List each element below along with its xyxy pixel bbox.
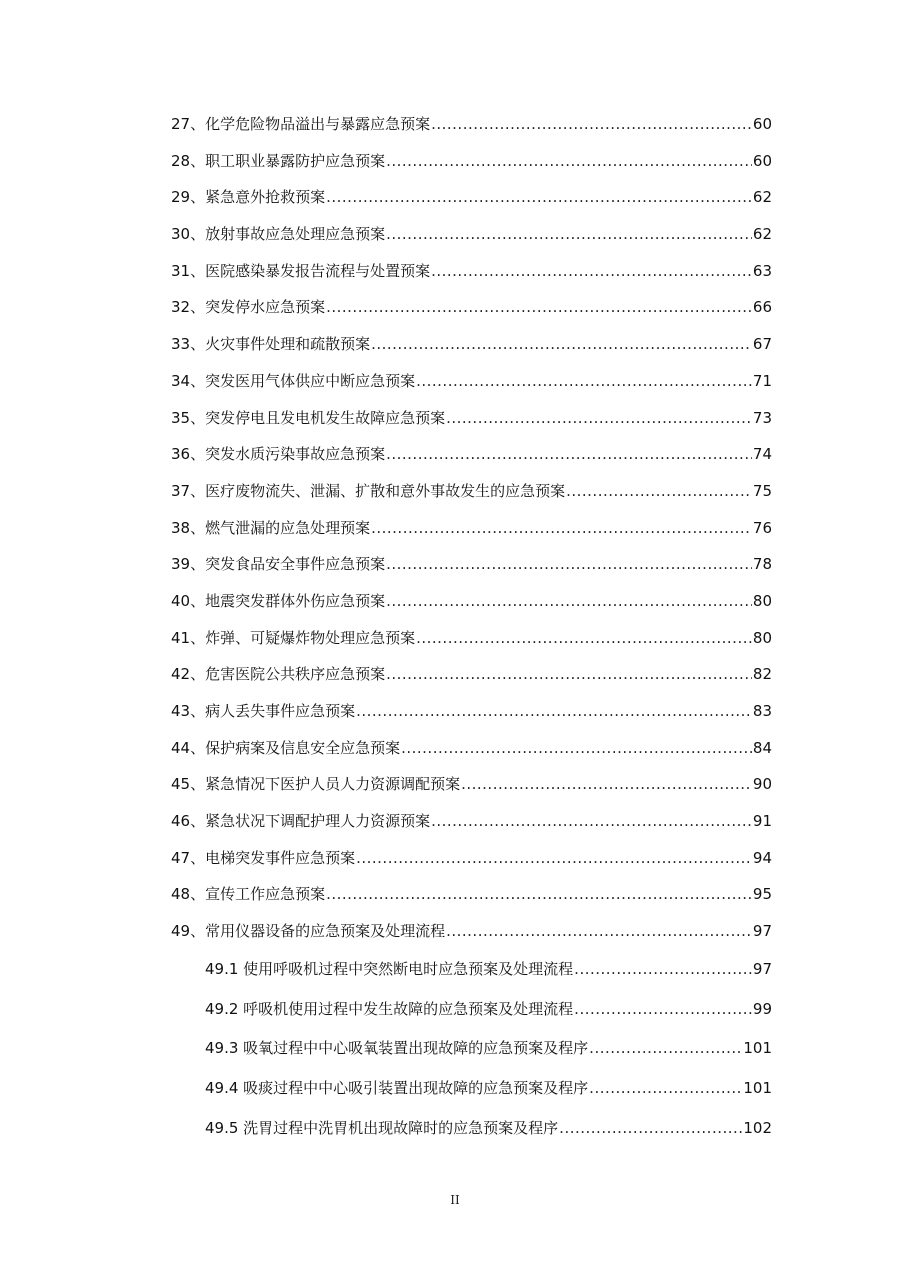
dot-leader [386, 656, 752, 693]
toc-page-number: 67 [752, 335, 772, 354]
dot-leader [356, 840, 752, 877]
dot-leader [431, 106, 752, 143]
toc-entry-title: 49、常用仪器设备的应急预案及处理流程 [171, 922, 446, 941]
toc-page-number: 101 [743, 1079, 772, 1098]
toc-page-number: 75 [752, 481, 772, 500]
dot-leader [461, 766, 752, 803]
toc-entry-title: 43、病人丢失事件应急预案 [171, 702, 356, 720]
dot-leader [416, 620, 752, 657]
toc-entry-title: 39、突发食品安全事件应急预案 [171, 555, 386, 574]
toc-page-number: 91 [752, 812, 772, 831]
dot-leader [356, 693, 752, 730]
toc-page-number: 83 [752, 702, 772, 720]
dot-leader [446, 400, 752, 437]
toc-page-number: 90 [752, 775, 772, 794]
toc-entry-title: 46、紧急状况下调配护理人力资源预案 [171, 812, 431, 831]
toc-page-number: 94 [752, 848, 772, 867]
toc-sub-entry[interactable] [205, 990, 772, 1030]
toc-page-number: 82 [752, 665, 772, 684]
table-of-contents [0, 106, 910, 1149]
dot-leader [431, 803, 752, 840]
toc-sub-entry[interactable] [205, 1069, 772, 1109]
dot-leader [559, 1109, 742, 1149]
toc-entry-title: 44、保护病案及信息安全应急预案 [171, 738, 401, 757]
toc-entry[interactable] [171, 620, 772, 657]
toc-entry[interactable] [171, 803, 772, 840]
page-number-footer: II [450, 1193, 460, 1207]
toc-entry-title: 34、突发医用气体供应中断应急预案 [171, 371, 416, 390]
toc-sub-entry[interactable] [205, 950, 772, 990]
dot-leader [326, 289, 752, 326]
toc-entry-title: 41、炸弹、可疑爆炸物处理应急预案 [171, 628, 416, 647]
toc-entry-title: 29、紧急意外抢救预案 [171, 188, 326, 207]
toc-entry-title: 49.2 呼吸机使用过程中发生故障的应急预案及处理流程 [205, 999, 574, 1018]
toc-page-number: 60 [752, 151, 772, 170]
toc-page-number: 102 [743, 1119, 772, 1137]
dot-leader [386, 143, 752, 180]
toc-entry[interactable] [171, 583, 772, 620]
toc-entry[interactable] [171, 510, 772, 547]
toc-entry[interactable] [171, 730, 772, 767]
toc-page-number: 66 [752, 298, 772, 317]
dot-leader [386, 583, 752, 620]
toc-entry[interactable] [171, 546, 772, 583]
toc-page-number: 71 [752, 371, 772, 390]
dot-leader [566, 473, 752, 510]
toc-entry-title: 27、化学危险物品溢出与暴露应急预案 [171, 115, 431, 133]
toc-entry[interactable] [171, 289, 772, 326]
toc-page-number: 60 [752, 115, 772, 133]
toc-page-number: 84 [752, 738, 772, 757]
dot-leader [574, 990, 752, 1030]
toc-entry[interactable] [171, 143, 772, 180]
toc-page-number: 76 [752, 518, 772, 537]
toc-entry-title: 37、医疗废物流失、泄漏、扩散和意外事故发生的应急预案 [171, 481, 566, 500]
toc-page-number: 80 [752, 628, 772, 647]
toc-entry-title: 40、地震突发群体外伤应急预案 [171, 591, 386, 610]
dot-leader [589, 1069, 742, 1109]
toc-entry[interactable] [171, 766, 772, 803]
toc-page-number: 80 [752, 591, 772, 610]
toc-entry[interactable] [171, 473, 772, 510]
toc-entry[interactable] [171, 106, 772, 143]
toc-entry-title: 49.3 吸氧过程中中心吸氧装置出现故障的应急预案及程序 [205, 1039, 589, 1058]
toc-page-number: 97 [752, 959, 772, 978]
dot-leader [326, 179, 752, 216]
toc-entry-title: 32、突发停水应急预案 [171, 298, 326, 317]
dot-leader [386, 216, 752, 253]
toc-entry[interactable] [171, 656, 772, 693]
toc-page-number: 99 [752, 999, 772, 1018]
toc-page-number: 101 [743, 1039, 772, 1058]
toc-entry-title: 28、职工职业暴露防护应急预案 [171, 151, 386, 170]
toc-sub-entry[interactable] [205, 1029, 772, 1069]
toc-page-number: 63 [752, 261, 772, 280]
toc-entry-title: 36、突发水质污染事故应急预案 [171, 445, 386, 464]
dot-leader [401, 730, 752, 767]
toc-page-number: 78 [752, 555, 772, 574]
toc-entry[interactable] [171, 693, 772, 730]
dot-leader [371, 510, 752, 547]
toc-entry[interactable] [171, 253, 772, 290]
toc-entry[interactable] [171, 400, 772, 437]
toc-entry-title: 31、医院感染暴发报告流程与处置预案 [171, 261, 431, 280]
toc-entry-title: 30、放射事故应急处理应急预案 [171, 225, 386, 244]
toc-entry-title: 49.5 洗胃过程中洗胃机出现故障时的应急预案及程序 [205, 1119, 559, 1137]
toc-entry-title: 33、火灾事件处理和疏散预案 [171, 335, 371, 354]
toc-entry-title: 47、电梯突发事件应急预案 [171, 848, 356, 867]
dot-leader [589, 1029, 742, 1069]
dot-leader [574, 950, 752, 990]
toc-entry[interactable] [171, 363, 772, 400]
toc-entry[interactable] [171, 216, 772, 253]
toc-entry-title: 48、宣传工作应急预案 [171, 885, 326, 904]
toc-entry[interactable] [171, 436, 772, 473]
toc-entry[interactable] [171, 913, 772, 950]
toc-entry-title: 38、燃气泄漏的应急处理预案 [171, 518, 371, 537]
toc-page-number: 62 [752, 188, 772, 207]
toc-entry-title: 35、突发停电且发电机发生故障应急预案 [171, 408, 446, 427]
toc-entry-title: 49.1 使用呼吸机过程中突然断电时应急预案及处理流程 [205, 959, 574, 978]
toc-entry[interactable] [171, 326, 772, 363]
dot-leader [416, 363, 752, 400]
toc-entry[interactable] [171, 876, 772, 913]
dot-leader [371, 326, 752, 363]
toc-page-number: 95 [752, 885, 772, 904]
toc-page-number: 74 [752, 445, 772, 464]
toc-entry[interactable] [171, 840, 772, 877]
dot-leader [326, 876, 752, 913]
toc-entry-title: 42、危害医院公共秩序应急预案 [171, 665, 386, 684]
dot-leader [431, 253, 752, 290]
toc-page-number: 73 [752, 408, 772, 427]
toc-entry[interactable] [171, 179, 772, 216]
toc-sub-entry[interactable] [205, 1109, 772, 1149]
toc-entry-title: 45、紧急情况下医护人员人力资源调配预案 [171, 775, 461, 794]
dot-leader [446, 913, 752, 950]
dot-leader [386, 546, 752, 583]
toc-entry-title: 49.4 吸痰过程中中心吸引装置出现故障的应急预案及程序 [205, 1079, 589, 1098]
toc-page-number: 97 [752, 922, 772, 941]
dot-leader [386, 436, 752, 473]
toc-page-number: 62 [752, 225, 772, 244]
